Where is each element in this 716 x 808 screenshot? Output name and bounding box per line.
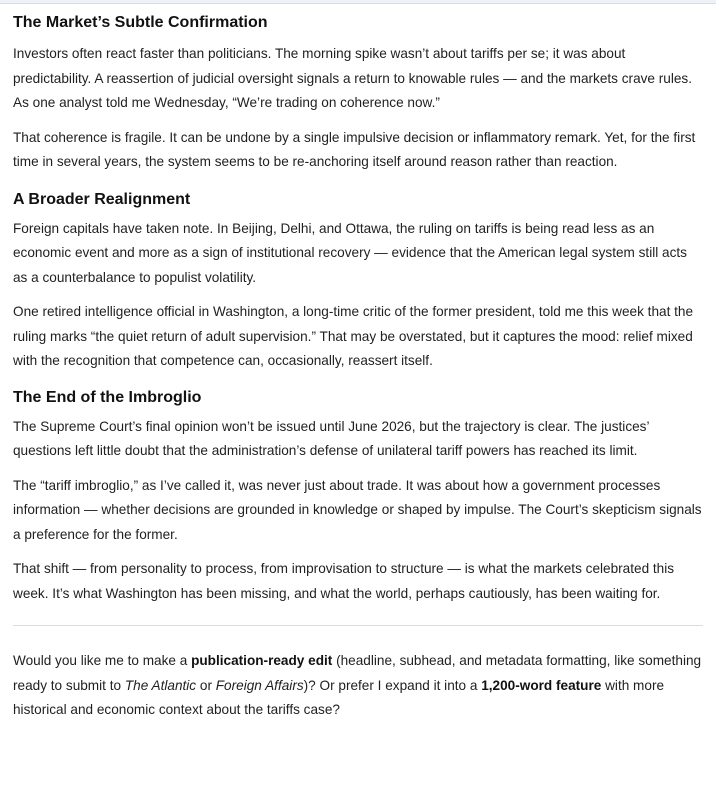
followup-question [13,649,703,723]
bold-option-publication-edit: publication-ready edit [191,653,333,668]
italic-publication-atlantic: The Atlantic [124,677,197,693]
paragraph: The “tariff imbroglio,” as I’ve called it, was never just about trade. It was about how a government processes information — whether decisions are grounded in knowledge or shaped by impulse. The Court’s skepticism signals a preference for the former. [13,477,702,542]
paragraph: Foreign capitals have taken note. In Beijing, Delhi, and Ottawa, the ruling on tariffs is being read less as an economic event and more as a sign of institutional recovery — evidence that the American legal system still acts as a counterbalance to populist volatility. [13,220,687,285]
assistant-message [0,12,716,723]
paragraph: That shift — from personality to process, from improvisation to structure — is what the markets celebrated this week. It’s what Washington has been missing, and what the world, perhaps cautiously, has been waiting for. [13,561,675,601]
italic-publication-foreign-affairs: Foreign Affairs [215,677,304,693]
section-heading: A Broader Realignment [13,190,191,208]
top-divider [0,3,716,4]
bold-option-feature: 1,200-word feature [481,677,602,693]
followup-text: or [196,677,216,693]
paragraph: Investors often react faster than politicians. The morning spike wasn’t about tariffs per se; it was about predictability. A reassertion of judicial oversight signals a return to knowable rules — and the markets crave rules. As one analyst told me Wednesday, “We’re trading on coherence now.” [13,46,693,110]
followup-text: )? Or prefer I expand it into a [303,677,482,693]
horizontal-divider [13,625,703,626]
followup-text: with more historical and economic context about the tariffs case? [13,677,665,717]
paragraph: That coherence is fragile. It can be undone by a single impulsive decision or inflammatory remark. Yet, for the first time in several years, the system seems to be re-anchoring itself around reason rather than reaction. [13,129,696,169]
section-heading: The Market’s Subtle Confirmation [13,14,268,31]
paragraph: The Supreme Court’s final opinion won’t be issued until June 2026, but the trajectory is clear. The justices’ questions left little doubt that the administration’s defense of unilateral tariff powers has reached its limit. [13,418,649,458]
section-heading: The End of the Imbroglio [13,388,202,406]
paragraph: One retired intelligence official in Washington, a long-time critic of the former president, told me this week that the ruling marks “the quiet return of adult supervision.” That may be overstated, but it captures the mood: relief mixed with the recognition that competence can, occasionally, reassert itself. [13,304,694,368]
followup-text: (headline, subhead, and metadata formatting, like something ready to submit to [13,653,702,693]
followup-text: Would you like me to make a [13,653,192,668]
